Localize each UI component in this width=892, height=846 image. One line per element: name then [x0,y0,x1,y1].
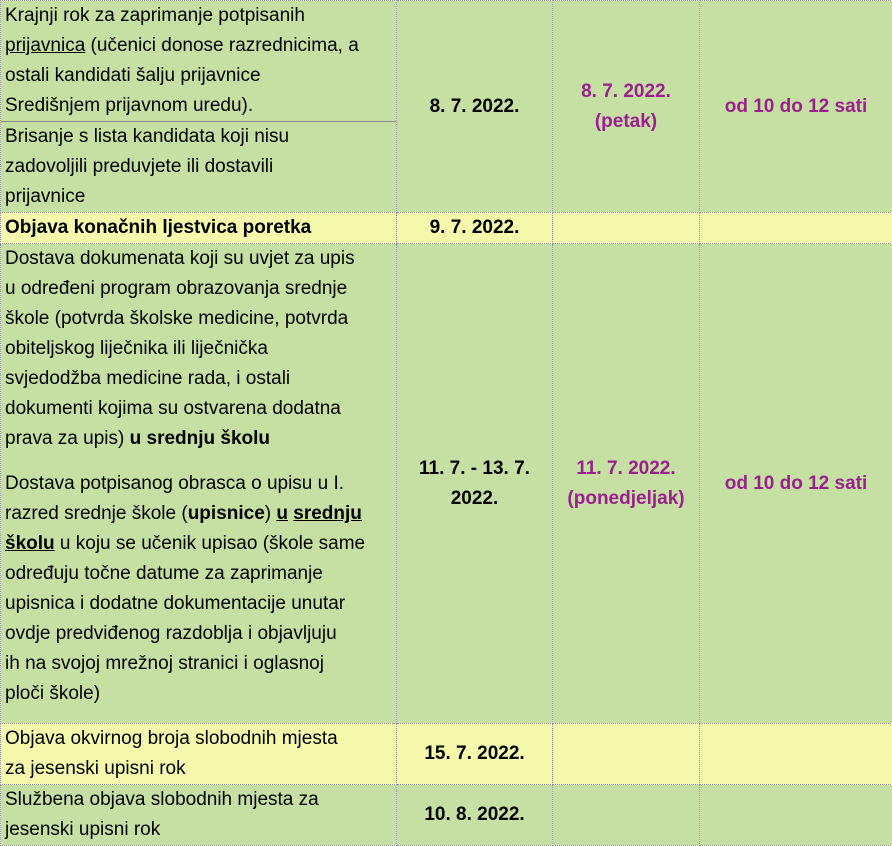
text-fragment: prava za upis) [5,428,130,449]
text-line: jesenski upisni rok [5,815,392,845]
office-weekday: (ponedjeljak) [557,484,695,514]
bold-term: upisnice [188,503,265,524]
text-line: ploči škole) [5,679,392,709]
empty-cell [553,785,700,846]
text-fragment: u koju se učenik upisao (škole same [55,533,366,554]
empty-cell [700,724,892,785]
underlined-term: prijavnica [5,35,85,56]
text-line [5,499,392,529]
deadline-date-cell: 8. 7. 2022. [397,1,553,213]
description-cell [1,1,397,213]
table-row [1,785,892,846]
bold-underlined-term: u [276,503,288,524]
deadline-date-cell: 15. 7. 2022. [397,724,553,785]
table-row [1,213,892,244]
text-line: prijavnice [5,182,392,212]
empty-cell [553,724,700,785]
text-line: svjedodžba medicine rada, i ostali [5,364,392,394]
text-fragment: (učenici donose razrednicima, a [85,35,359,56]
text-line [5,424,392,454]
bold-underlined-term: školu [5,533,55,554]
office-date: 8. 7. 2022. [557,77,695,107]
paragraph-gap [5,454,392,469]
empty-cell [700,213,892,244]
text-line: zadovoljili preduvjete ili dostavili [5,152,392,182]
table-row [1,244,892,724]
office-hours-cell: od 10 do 12 sati [700,244,892,724]
text-line: dokumenti kojima su ostvarena dodatna [5,394,392,424]
text-line: Dostava dokumenata koji su uvjet za upis [5,244,392,274]
text-line: Objava okvirnog broja slobodnih mjesta [5,724,392,754]
text-line: Dostava potpisanog obrasca o upisu u I. [5,469,392,499]
text-line: u određeni program obrazovanja srednje [5,274,392,304]
text-line: Središnjem prijavnom uredu). [5,91,392,121]
date-range: 11. 7. - 13. 7. [401,454,548,484]
office-date-cell [553,1,700,213]
empty-cell [700,785,892,846]
text-line: škole (potvrda školske medicine, potvrda [5,304,392,334]
table-row [1,1,892,213]
text-line: određuju točne datume za zaprimanje [5,559,392,589]
text-line: obiteljskog liječnika ili liječnička [5,334,392,364]
text-line [5,529,392,559]
empty-cell [553,213,700,244]
office-date: 11. 7. 2022. [557,454,695,484]
table-row [1,724,892,785]
office-hours-cell: od 10 do 12 sati [700,1,892,213]
text-line: ostali kandidati šalju prijavnice [5,61,392,91]
text-line: za jesenski upisni rok [5,754,392,784]
text-fragment: razred srednje škole ( [5,503,188,524]
text-line: ovdje predviđenog razdoblja i objavljuju [5,619,392,649]
bold-underlined-term: srednju [293,503,362,524]
text-line: upisnica i dodatne dokumentacije unutar [5,589,392,619]
deadline-date-cell [397,244,553,724]
description-cell [1,244,397,724]
office-weekday: (petak) [557,107,695,137]
date-year: 2022. [401,484,548,514]
text-line: Brisanje s lista kandidata koji nisu [5,122,392,152]
description-cell [1,724,397,785]
text-fragment: ) [265,503,277,524]
text-line: Krajnji rok za zaprimanje potpisanih [5,1,392,31]
text-line [5,31,392,61]
description-cell [1,785,397,846]
text-line: Službena objava slobodnih mjesta za [5,785,392,815]
description-cell: Objava konačnih ljestvica poretka [1,213,397,244]
deadline-date-cell: 9. 7. 2022. [397,213,553,244]
text-line: ih na svojoj mrežnoj stranici i oglasnoj [5,649,392,679]
bold-term: u srednju školu [130,428,270,449]
office-date-cell [553,244,700,724]
deadline-date-cell: 10. 8. 2022. [397,785,553,846]
